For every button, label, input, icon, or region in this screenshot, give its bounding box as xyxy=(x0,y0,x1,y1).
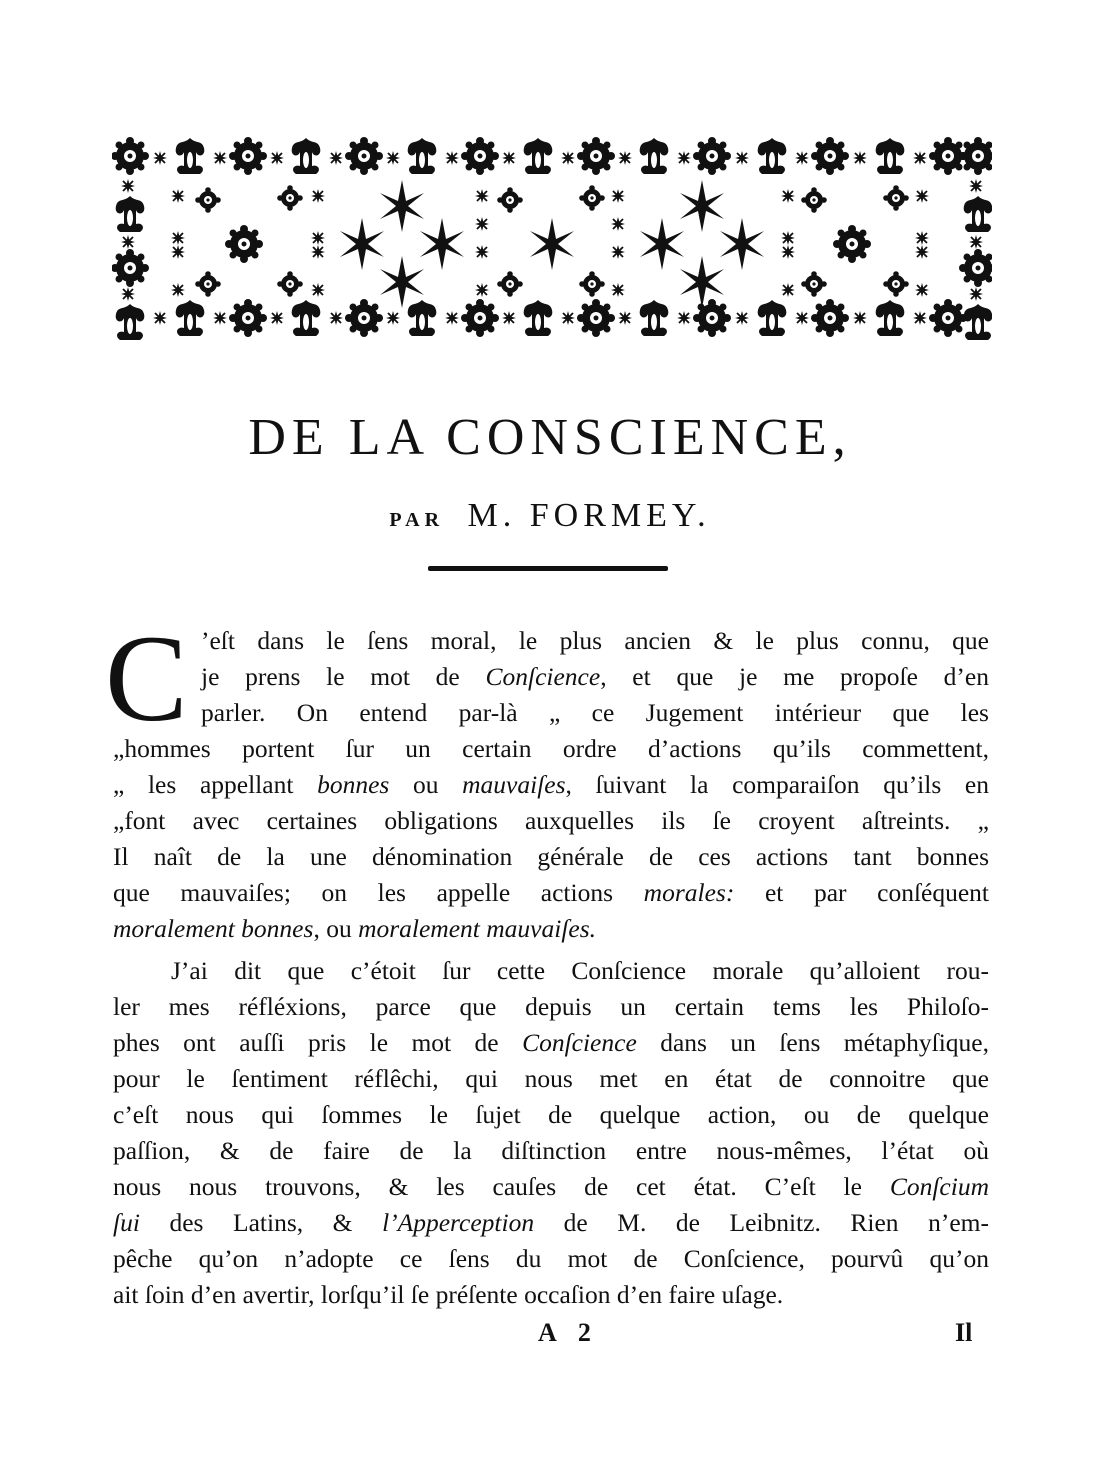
text-line xyxy=(113,731,989,767)
signature-mark: A 2 xyxy=(538,1318,599,1347)
text-run: „ les appellant xyxy=(113,770,318,799)
text-run: „hommes portent ſur un certain ordre d’actions qu’ils commettent, xyxy=(113,734,989,763)
text-run: dans un ſens métaphyſique, xyxy=(636,1028,989,1057)
text-line xyxy=(113,911,989,947)
author-name: M. FORMEY. xyxy=(467,497,711,534)
text-line xyxy=(113,1025,989,1061)
text-run: ait ſoin d’en avertir, lorſqu’il ſe préſente occaſion d’en faire uſage. xyxy=(113,1280,784,1309)
italic-text: moralement mauvaiſes. xyxy=(358,914,597,943)
text-run: pêche qu’on n’adopte ce ſens du mot de Conſcience, pourvû qu’on xyxy=(113,1244,989,1273)
text-run: , ſuivant la comparaiſon qu’ils en xyxy=(565,770,989,799)
italic-text: ſui xyxy=(113,1208,140,1237)
ornament-center-field xyxy=(171,180,929,308)
decorative-headpiece xyxy=(112,128,992,346)
paragraph-1 xyxy=(105,610,990,947)
italic-text: Conſcience xyxy=(485,662,601,691)
text-run: que mauvaiſes; on les appelle actions xyxy=(113,878,644,907)
italic-text: bonnes xyxy=(317,770,390,799)
byline-prefix: PAR xyxy=(389,509,445,531)
ornament-top-row xyxy=(112,137,992,175)
text-run: nous nous trouvons, & les cauſes de cet état. C’eſt le xyxy=(113,1172,890,1201)
text-run: pour le ſentiment réflêchi, qui nous met en état de connoitre que xyxy=(113,1064,989,1093)
text-line xyxy=(113,1241,989,1277)
text-line xyxy=(113,803,989,839)
catchword: Il xyxy=(955,1318,973,1347)
text-line xyxy=(113,659,989,695)
text-line xyxy=(113,875,989,911)
body-text xyxy=(105,610,990,1313)
text-run: „font avec certaines obligations auxquelles ils ſe croyent aſtreints. „ xyxy=(113,806,989,835)
italic-text: moralement bonnes xyxy=(113,914,314,943)
text-run: des Latins, & xyxy=(139,1208,383,1237)
text-line xyxy=(113,839,989,875)
page-title: DE LA CONSCIENCE, xyxy=(248,409,852,466)
paragraph-2 xyxy=(113,953,989,1313)
text-run: je prens le mot de xyxy=(201,662,486,691)
ornament-bottom-row xyxy=(116,299,992,340)
text-run: , ou xyxy=(313,914,359,943)
text-run: de M. de Leibnitz. Rien n’em- xyxy=(534,1208,989,1237)
text-run: parler. On entend par-là „ ce Jugement intérieur que les xyxy=(201,698,989,727)
title-rule-divider xyxy=(428,566,668,571)
text-run: phes ont auſſi pris le mot de xyxy=(113,1028,523,1057)
text-line xyxy=(113,989,989,1025)
text-run: ou xyxy=(389,770,463,799)
text-line xyxy=(113,1133,989,1169)
text-line xyxy=(113,1277,989,1313)
text-run: Il naît de la une dénomination générale de ces actions tant bonnes xyxy=(113,842,989,871)
text-line xyxy=(113,695,989,731)
text-run: , et que je me propoſe d’en xyxy=(600,662,989,691)
text-line xyxy=(113,1205,989,1241)
italic-text: morales: xyxy=(643,878,735,907)
text-run: J’ai dit que c’étoit ſur cette Conſcience morale qu’alloient rou- xyxy=(171,956,989,985)
text-run: c’eſt nous qui ſommes le ſujet de quelque action, ou de quelque xyxy=(113,1100,989,1129)
paragraph-lines xyxy=(113,953,989,1313)
text-line xyxy=(113,623,989,659)
text-line xyxy=(113,1061,989,1097)
text-line xyxy=(113,1097,989,1133)
text-run: ler mes réfléxions, parce que depuis un certain tems les Philoſo- xyxy=(113,992,989,1021)
italic-text: Conſcience xyxy=(522,1028,637,1057)
text-line xyxy=(113,953,989,989)
paragraph-lines xyxy=(113,623,989,947)
text-run: paſſion, & de faire de la diſtinction entre nous-mêmes, l’état où xyxy=(113,1136,989,1165)
text-run: et par conſéquent xyxy=(734,878,990,907)
text-line xyxy=(113,767,989,803)
text-line xyxy=(113,1169,989,1205)
italic-text: l’Apperception xyxy=(382,1208,535,1237)
byline xyxy=(0,496,1100,540)
text-run: ’eſt dans le ſens moral, le plus ancien & le plus connu, que xyxy=(201,626,989,655)
drop-cap: C xyxy=(105,610,188,747)
italic-text: Conſcium xyxy=(889,1172,989,1201)
italic-text: mauvaiſes xyxy=(462,770,566,799)
